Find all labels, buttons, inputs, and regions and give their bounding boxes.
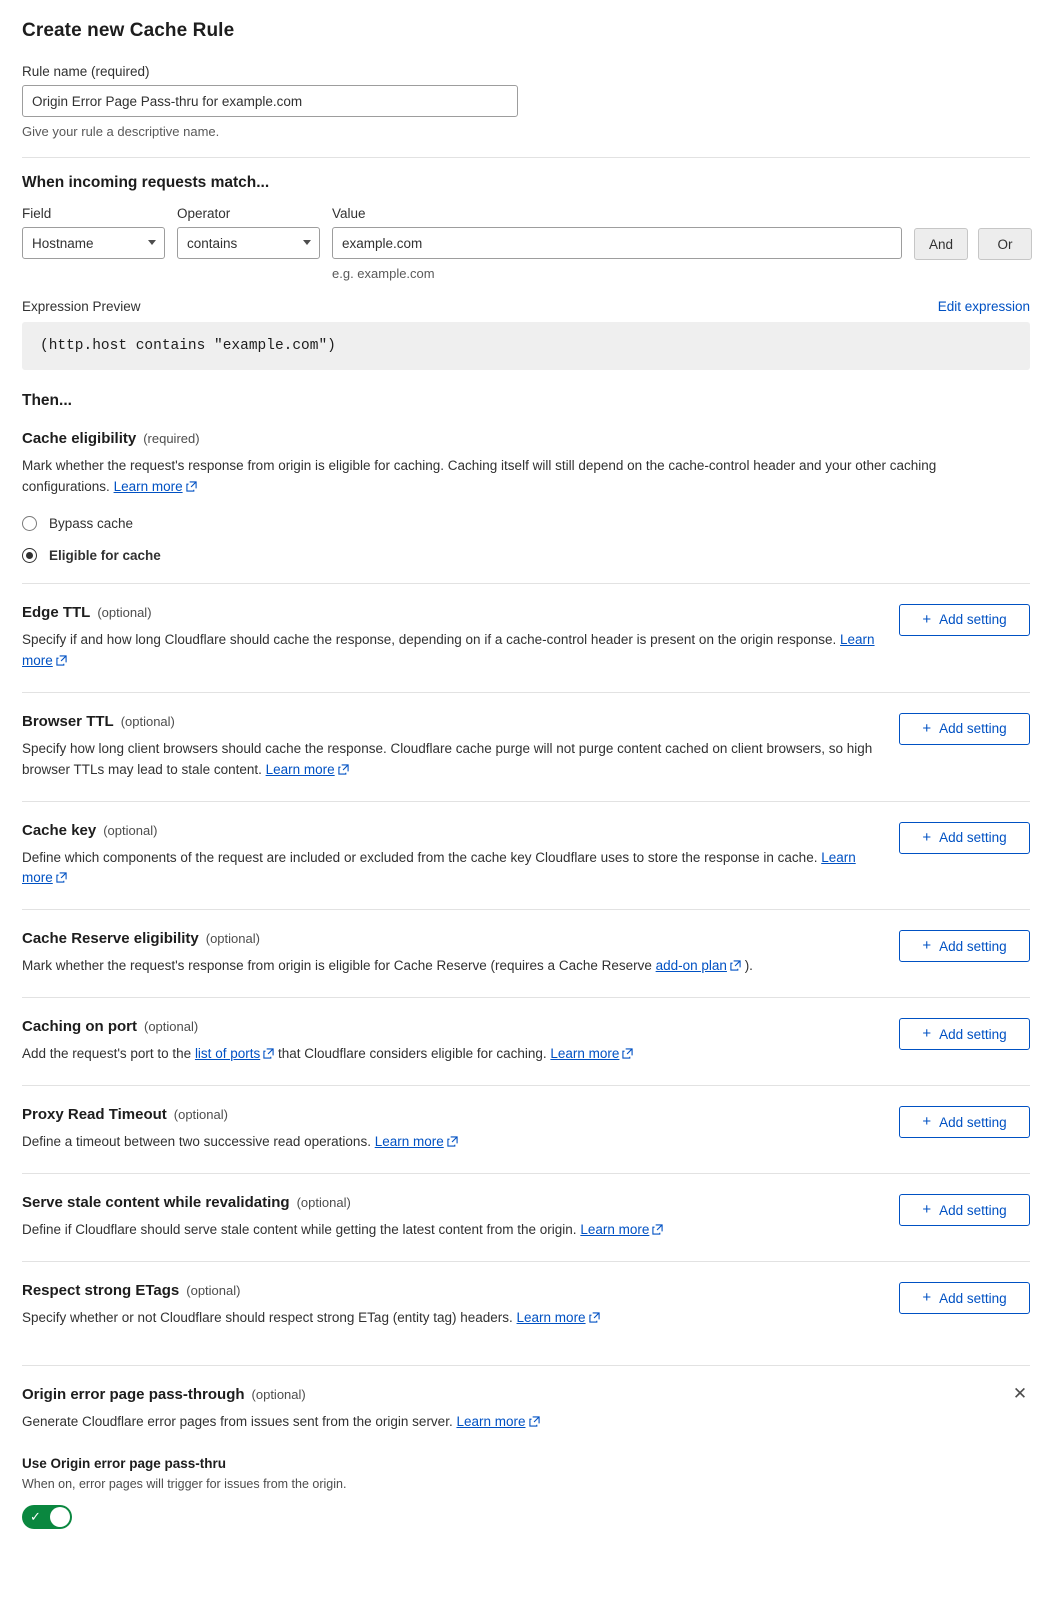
toggle-knob: [50, 1507, 70, 1527]
setting-optional-tag: (optional): [205, 931, 260, 947]
match-row: [22, 206, 1030, 281]
radio-eligible-for-cache[interactable]: [22, 548, 37, 563]
setting-title: Cache Reserve eligibility: [22, 930, 199, 948]
add-setting-label: Add setting: [939, 721, 1007, 737]
plus-icon: +: [922, 937, 932, 955]
setting-title: Browser TTL: [22, 712, 114, 730]
setting-optional-tag: (optional): [296, 1195, 351, 1211]
radio-bypass-cache[interactable]: [22, 516, 37, 531]
expression-preview: (http.host contains "example.com"): [22, 322, 1030, 370]
learn-more-link[interactable]: Learn more: [580, 1222, 650, 1238]
setting-left: [22, 822, 879, 891]
setting-left: [22, 604, 879, 673]
setting-row-caching-on-port: [22, 997, 1030, 1085]
external-link-icon: [447, 1133, 458, 1154]
plus-icon: +: [922, 1113, 932, 1131]
add-setting-button-serve-stale[interactable]: [899, 1194, 1030, 1226]
add-setting-button-edge-ttl[interactable]: [899, 604, 1030, 636]
external-link-icon: [589, 1309, 600, 1330]
setting-row-edge-ttl: [22, 583, 1030, 692]
expression-preview-label: Expression Preview: [22, 299, 141, 314]
edit-expression-link[interactable]: Edit expression: [937, 299, 1030, 314]
setting-description: [22, 739, 879, 782]
origin-error-page-toggle-title: Use Origin error page pass-thru: [22, 1455, 227, 1471]
add-setting-label: Add setting: [939, 1290, 1007, 1306]
radio-row-bypass-cache[interactable]: [22, 516, 1030, 531]
learn-more-link[interactable]: Learn more: [550, 1046, 620, 1062]
plus-icon: +: [922, 1201, 932, 1219]
add-setting-label: Add setting: [939, 938, 1007, 954]
add-setting-label: Add setting: [939, 1202, 1007, 1218]
external-link-icon: [338, 761, 349, 782]
divider: [22, 157, 1030, 158]
setting-row-serve-stale-content: [22, 1173, 1030, 1261]
then-title: Then...: [22, 392, 72, 409]
setting-desc-text: Define if Cloudflare should serve stale content while getting the latest content from the origin.: [22, 1222, 581, 1238]
setting-description: [22, 1308, 879, 1330]
origin-error-page-desc-text: Generate Cloudflare error pages from issues sent from the origin server.: [22, 1413, 457, 1429]
origin-error-page-optional-tag: (optional): [251, 1386, 306, 1402]
setting-optional-tag: (optional): [173, 1107, 228, 1123]
setting-desc-text: Define a timeout between two successive read operations.: [22, 1134, 375, 1150]
learn-more-link[interactable]: Learn more: [456, 1413, 526, 1429]
setting-optional-tag: (optional): [103, 822, 158, 838]
spacer: [22, 567, 1030, 583]
and-button[interactable]: And: [914, 228, 968, 260]
setting-title: Cache key: [22, 821, 97, 839]
field-column: [22, 206, 165, 259]
add-setting-button-caching-on-port[interactable]: [899, 1018, 1030, 1050]
external-link-icon: [652, 1221, 663, 1242]
setting-row-browser-ttl: [22, 692, 1030, 801]
plus-icon: +: [922, 1025, 932, 1043]
setting-title: Serve stale content while revalidating: [22, 1194, 290, 1212]
add-setting-button-respect-etags[interactable]: [899, 1282, 1030, 1314]
setting-desc-text: Specify if and how long Cloudflare should cache the response, depending on if a cache-control header is present on the origin response.: [22, 631, 841, 647]
value-label: Value: [332, 206, 366, 221]
cache-eligibility-title: Cache eligibility: [22, 430, 137, 447]
cache-eligibility-learn-more-link[interactable]: Learn more: [113, 478, 183, 494]
setting-title: Caching on port: [22, 1018, 137, 1036]
external-link-icon: [529, 1413, 540, 1434]
setting-desc-text: Add the request's port to the: [22, 1046, 195, 1062]
setting-desc-text: Specify whether or not Cloudflare should respect strong ETag (entity tag) headers.: [22, 1310, 517, 1326]
external-link-icon: [730, 957, 741, 978]
learn-more-link[interactable]: Learn more: [374, 1134, 444, 1150]
setting-header: [22, 1106, 879, 1123]
rule-name-label: Rule name (required): [22, 64, 150, 79]
radio-row-eligible-for-cache[interactable]: [22, 548, 1030, 563]
value-input[interactable]: [332, 227, 902, 259]
radio-label-eligible-for-cache: Eligible for cache: [49, 547, 161, 563]
add-setting-button-cache-reserve[interactable]: [899, 930, 1030, 962]
setting-row-cache-reserve-eligibility: [22, 909, 1030, 997]
setting-optional-tag: (optional): [120, 713, 175, 729]
field-select[interactable]: [22, 227, 165, 259]
setting-left: [22, 1018, 879, 1066]
setting-header: [22, 1018, 879, 1035]
add-setting-label: Add setting: [939, 830, 1007, 846]
add-setting-button-proxy-read-timeout[interactable]: [899, 1106, 1030, 1138]
setting-left: [22, 930, 879, 978]
plus-icon: +: [922, 1289, 932, 1307]
learn-more-link[interactable]: Learn more: [22, 631, 875, 668]
cache-eligibility-desc-text: Mark whether the request's response from origin is eligible for caching. Caching itself will still depend on the cache-control header and your other caching configurations.: [22, 458, 937, 494]
cache-eligibility-header: [22, 430, 1030, 447]
origin-error-page-toggle-subtitle: When on, error pages will trigger for issues from the origin.: [22, 1476, 347, 1491]
setting-left: [22, 1282, 879, 1330]
add-setting-label: Add setting: [939, 1114, 1007, 1130]
operator-select[interactable]: [177, 227, 320, 259]
close-icon[interactable]: ✕: [1012, 1383, 1028, 1403]
setting-header: [22, 1282, 879, 1299]
setting-left: [22, 1106, 879, 1154]
setting-description: [22, 848, 879, 891]
external-link-icon: [56, 652, 67, 673]
setting-title: Edge TTL: [22, 603, 91, 621]
cache-eligibility-desc: [22, 456, 1017, 499]
setting-description: [22, 1132, 879, 1154]
add-setting-button-browser-ttl[interactable]: [899, 713, 1030, 745]
setting-description: [22, 1220, 879, 1242]
setting-row-cache-key: [22, 801, 1030, 910]
value-hint: e.g. example.com: [332, 266, 435, 281]
check-icon: ✓: [30, 1508, 41, 1524]
rule-name-group: [22, 64, 1030, 139]
setting-optional-tag: (optional): [97, 604, 152, 620]
setting-description: [22, 1044, 879, 1066]
field-label: Field: [22, 206, 52, 221]
setting-title: Respect strong ETags: [22, 1282, 180, 1300]
setting-desc-text: Specify how long client browsers should cache the response. Cloudflare cache purge will not purge content cached on client browsers, so high browser TTLs may lead to stale content.: [22, 740, 873, 777]
setting-header: [22, 713, 879, 730]
setting-row-respect-strong-etags: [22, 1261, 1030, 1349]
setting-desc-text-2: ).: [740, 958, 753, 974]
origin-error-page-toggle[interactable]: [22, 1505, 72, 1529]
cache-eligibility-required-tag: (required): [143, 431, 200, 446]
value-column: [332, 206, 902, 281]
origin-error-page-description: [22, 1412, 1017, 1434]
radio-label-bypass-cache: Bypass cache: [49, 515, 134, 531]
add-setting-button-cache-key[interactable]: [899, 822, 1030, 854]
setting-left: [22, 1194, 879, 1242]
setting-description: [22, 630, 879, 673]
setting-optional-tag: (optional): [186, 1283, 241, 1299]
logic-buttons: [914, 228, 1032, 260]
page-title: Create new Cache Rule: [22, 20, 235, 41]
learn-more-link[interactable]: Learn more: [265, 761, 335, 777]
setting-header: [22, 930, 879, 947]
operator-column: [177, 206, 320, 259]
operator-label: Operator: [177, 206, 231, 221]
setting-header: [22, 1194, 879, 1211]
add-setting-label: Add setting: [939, 612, 1007, 628]
setting-left: [22, 713, 879, 782]
or-button[interactable]: Or: [978, 228, 1032, 260]
rule-name-hint: Give your rule a descriptive name.: [22, 124, 220, 139]
setting-header: [22, 822, 879, 839]
expression-header: [22, 299, 1030, 314]
setting-row-proxy-read-timeout: [22, 1085, 1030, 1173]
external-link-icon: [186, 478, 197, 499]
match-section-title: When incoming requests match...: [22, 174, 270, 191]
external-link-icon: [622, 1045, 633, 1066]
learn-more-link[interactable]: Learn more: [22, 849, 856, 886]
external-link-icon: [263, 1045, 274, 1066]
setting-title: Proxy Read Timeout: [22, 1106, 167, 1124]
list-of-ports-link[interactable]: list of ports: [194, 1046, 261, 1062]
setting-header: [22, 604, 879, 621]
add-setting-label: Add setting: [939, 1026, 1007, 1042]
learn-more-link[interactable]: Learn more: [516, 1310, 586, 1326]
plus-icon: +: [922, 828, 932, 846]
setting-optional-tag: (optional): [144, 1019, 199, 1035]
plus-icon: +: [922, 610, 932, 628]
plus-icon: +: [922, 719, 932, 737]
external-link-icon: [56, 869, 67, 890]
cache-eligibility-block: [22, 430, 1030, 567]
origin-error-page-title: Origin error page pass-through: [22, 1385, 245, 1403]
field-select-wrap: [22, 227, 165, 259]
origin-error-page-header: [22, 1383, 1030, 1403]
origin-error-page-block: [22, 1365, 1030, 1529]
setting-desc-text: Define which components of the request are included or excluded from the cache key Cloudflare uses to store the response in cache.: [22, 849, 822, 865]
rule-name-input[interactable]: [22, 85, 518, 117]
setting-description: [22, 956, 879, 978]
setting-desc-text: Mark whether the request's response from origin is eligible for Cache Reserve (requires a Cache Reserve: [22, 958, 656, 974]
operator-select-wrap: [177, 227, 320, 259]
setting-desc-text-2: that Cloudflare considers eligible for caching.: [274, 1046, 551, 1062]
add-on-plan-link[interactable]: add-on plan: [655, 958, 727, 974]
